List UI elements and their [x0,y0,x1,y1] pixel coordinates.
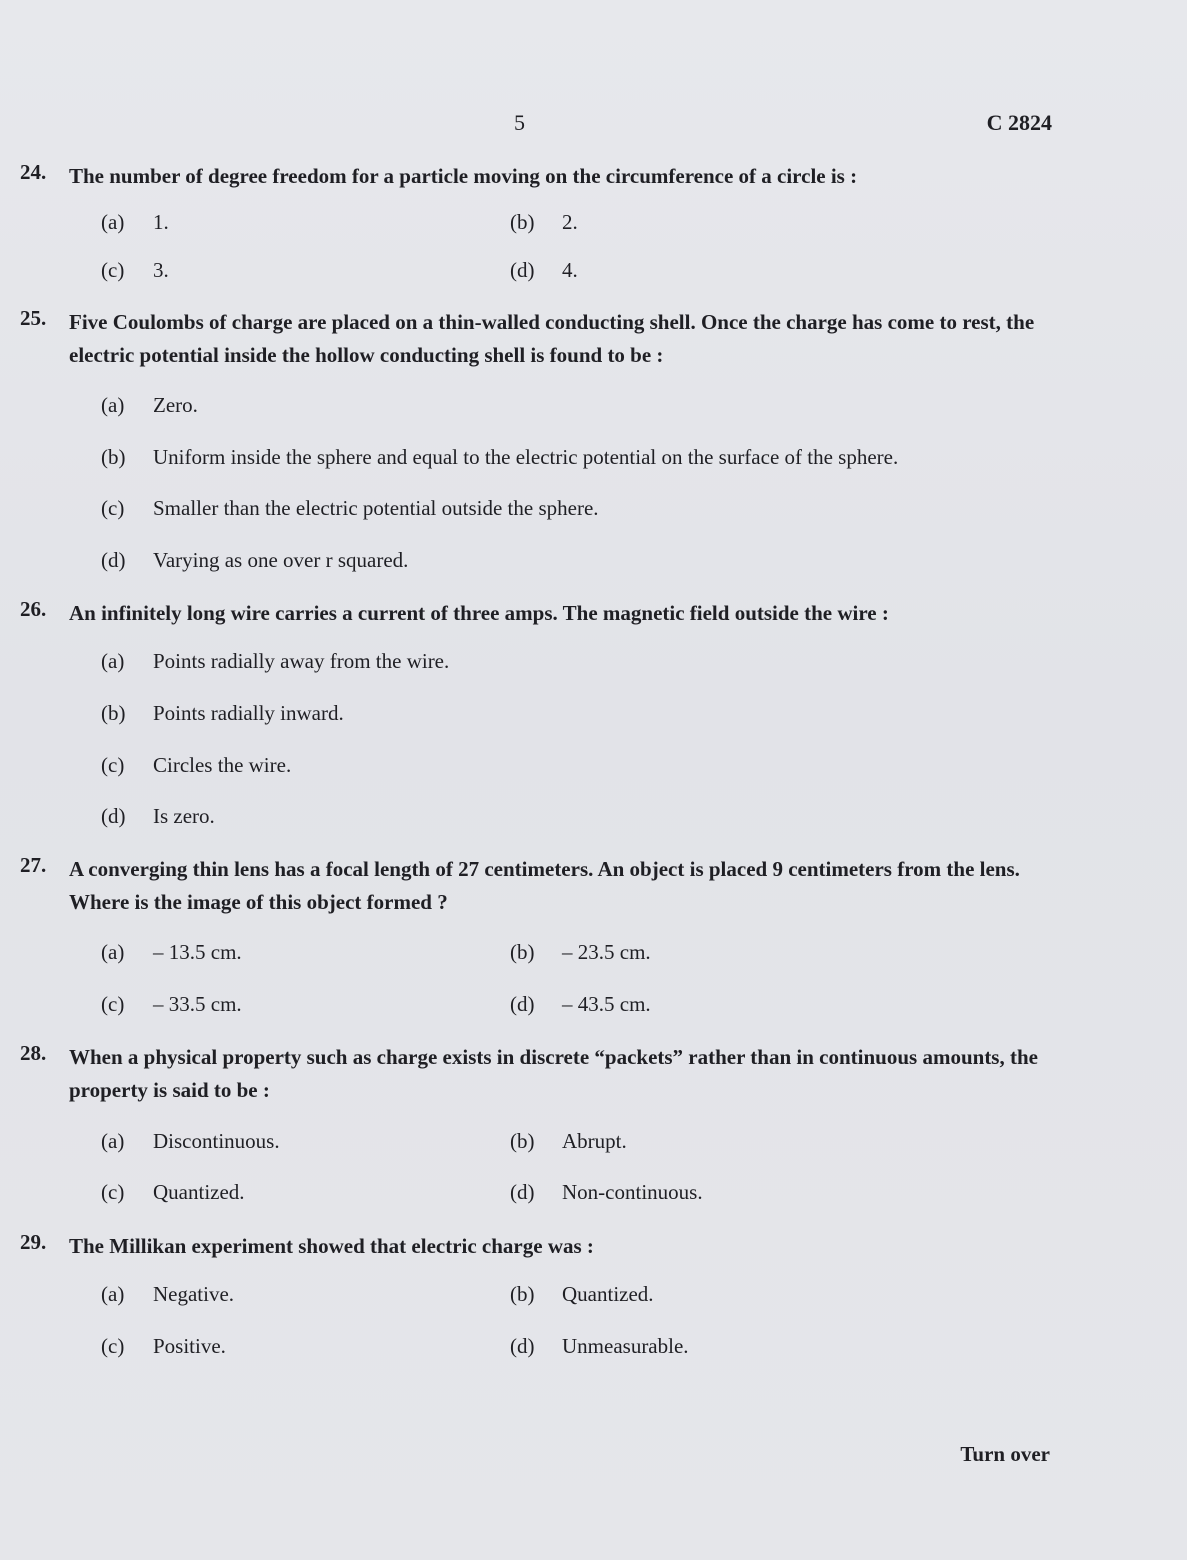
option-label: (b) [101,701,126,725]
option-label: (b) [510,1282,535,1306]
option-c [101,1178,245,1206]
option-text: 4. [562,258,578,282]
option-d [510,256,578,284]
option-b [510,1127,627,1155]
option-b [510,208,578,236]
option-label: (d) [101,804,126,828]
option-text: Negative. [153,1282,235,1306]
option-label: (b) [510,210,535,234]
question-text: The Millikan experiment showed that electric charge was : [69,1234,594,1258]
question-text: An infinitely long wire carries a current of three amps. The magnetic field outside the wire : [69,601,889,625]
question-number: 28. [20,1041,47,1065]
option-label: (c) [101,753,125,777]
option-label: (d) [510,1180,535,1204]
question-number: 24. [20,160,47,184]
option-text: Zero. [153,393,198,417]
option-text: 1. [153,210,169,234]
option-label: (a) [101,210,125,234]
option-text: Quantized. [153,1180,245,1204]
option-label: (c) [101,258,125,282]
option-d [510,1332,689,1360]
option-label: (d) [510,258,535,282]
option-label: (c) [101,1334,125,1358]
option-text: – 23.5 cm. [562,940,651,964]
question-text: Five Coulombs of charge are placed on a thin-walled conducting shell. Once the charge has come to rest, the electric potential inside the hollow conducting shell is found to be : [69,310,1035,367]
option-label: (d) [101,548,126,572]
option-d [101,802,215,830]
question-text: When a physical property such as charge exists in discrete “packets” rather than in continuous amounts, the property is said to be : [69,1045,1038,1102]
option-b [101,699,344,727]
question-text: A converging thin lens has a focal length of 27 centimeters. An object is placed 9 centimeters from the lens. Where is the image of this object formed ? [69,857,1020,914]
question-number: 27. [20,853,47,877]
option-text: – 43.5 cm. [562,992,651,1016]
option-label: (b) [101,445,126,469]
option-label: (a) [101,393,125,417]
option-label: (a) [101,1282,125,1306]
option-text: Abrupt. [562,1129,627,1153]
option-label: (b) [510,940,535,964]
option-text: 2. [562,210,578,234]
option-a [101,938,242,966]
option-c [101,494,599,522]
turn-over-note: Turn over [960,1442,1050,1466]
option-text: Points radially inward. [153,701,344,725]
paper-code: C 2824 [986,110,1052,135]
option-text: 3. [153,258,169,282]
option-d [101,546,408,574]
option-text: – 13.5 cm. [153,940,242,964]
option-a [101,1127,280,1155]
option-text: – 33.5 cm. [153,992,242,1016]
option-label: (a) [101,649,125,673]
option-text: Uniform inside the sphere and equal to the electric potential on the surface of the sphere. [153,445,899,469]
option-label: (d) [510,992,535,1016]
option-a [101,391,198,419]
option-label: (c) [101,1180,125,1204]
option-a [101,208,169,236]
option-label: (d) [510,1334,535,1358]
question-number: 29. [20,1230,47,1254]
option-c [101,990,242,1018]
option-c [101,751,291,779]
option-d [510,1178,703,1206]
option-b [510,1280,654,1308]
option-label: (c) [101,992,125,1016]
option-text: Unmeasurable. [562,1334,689,1358]
option-text: Discontinuous. [153,1129,280,1153]
question-number: 26. [20,597,47,621]
option-label: (c) [101,496,125,520]
option-text: Points radially away from the wire. [153,649,450,673]
option-a [101,1280,234,1308]
page-number: 5 [514,110,525,135]
option-text: Varying as one over r squared. [153,548,409,572]
option-text: Positive. [153,1334,226,1358]
option-b [101,443,898,471]
option-text: Is zero. [153,804,215,828]
question-number: 25. [20,306,47,330]
option-d [510,990,651,1018]
question-text: The number of degree freedom for a particle moving on the circumference of a circle is : [69,164,858,188]
option-label: (a) [101,1129,125,1153]
option-label: (a) [101,940,125,964]
option-a [101,647,449,675]
option-text: Quantized. [562,1282,654,1306]
option-c [101,1332,226,1360]
option-label: (b) [510,1129,535,1153]
option-text: Non-continuous. [562,1180,703,1204]
option-c [101,256,169,284]
option-b [510,938,651,966]
option-text: Smaller than the electric potential outside the sphere. [153,496,599,520]
option-text: Circles the wire. [153,753,292,777]
